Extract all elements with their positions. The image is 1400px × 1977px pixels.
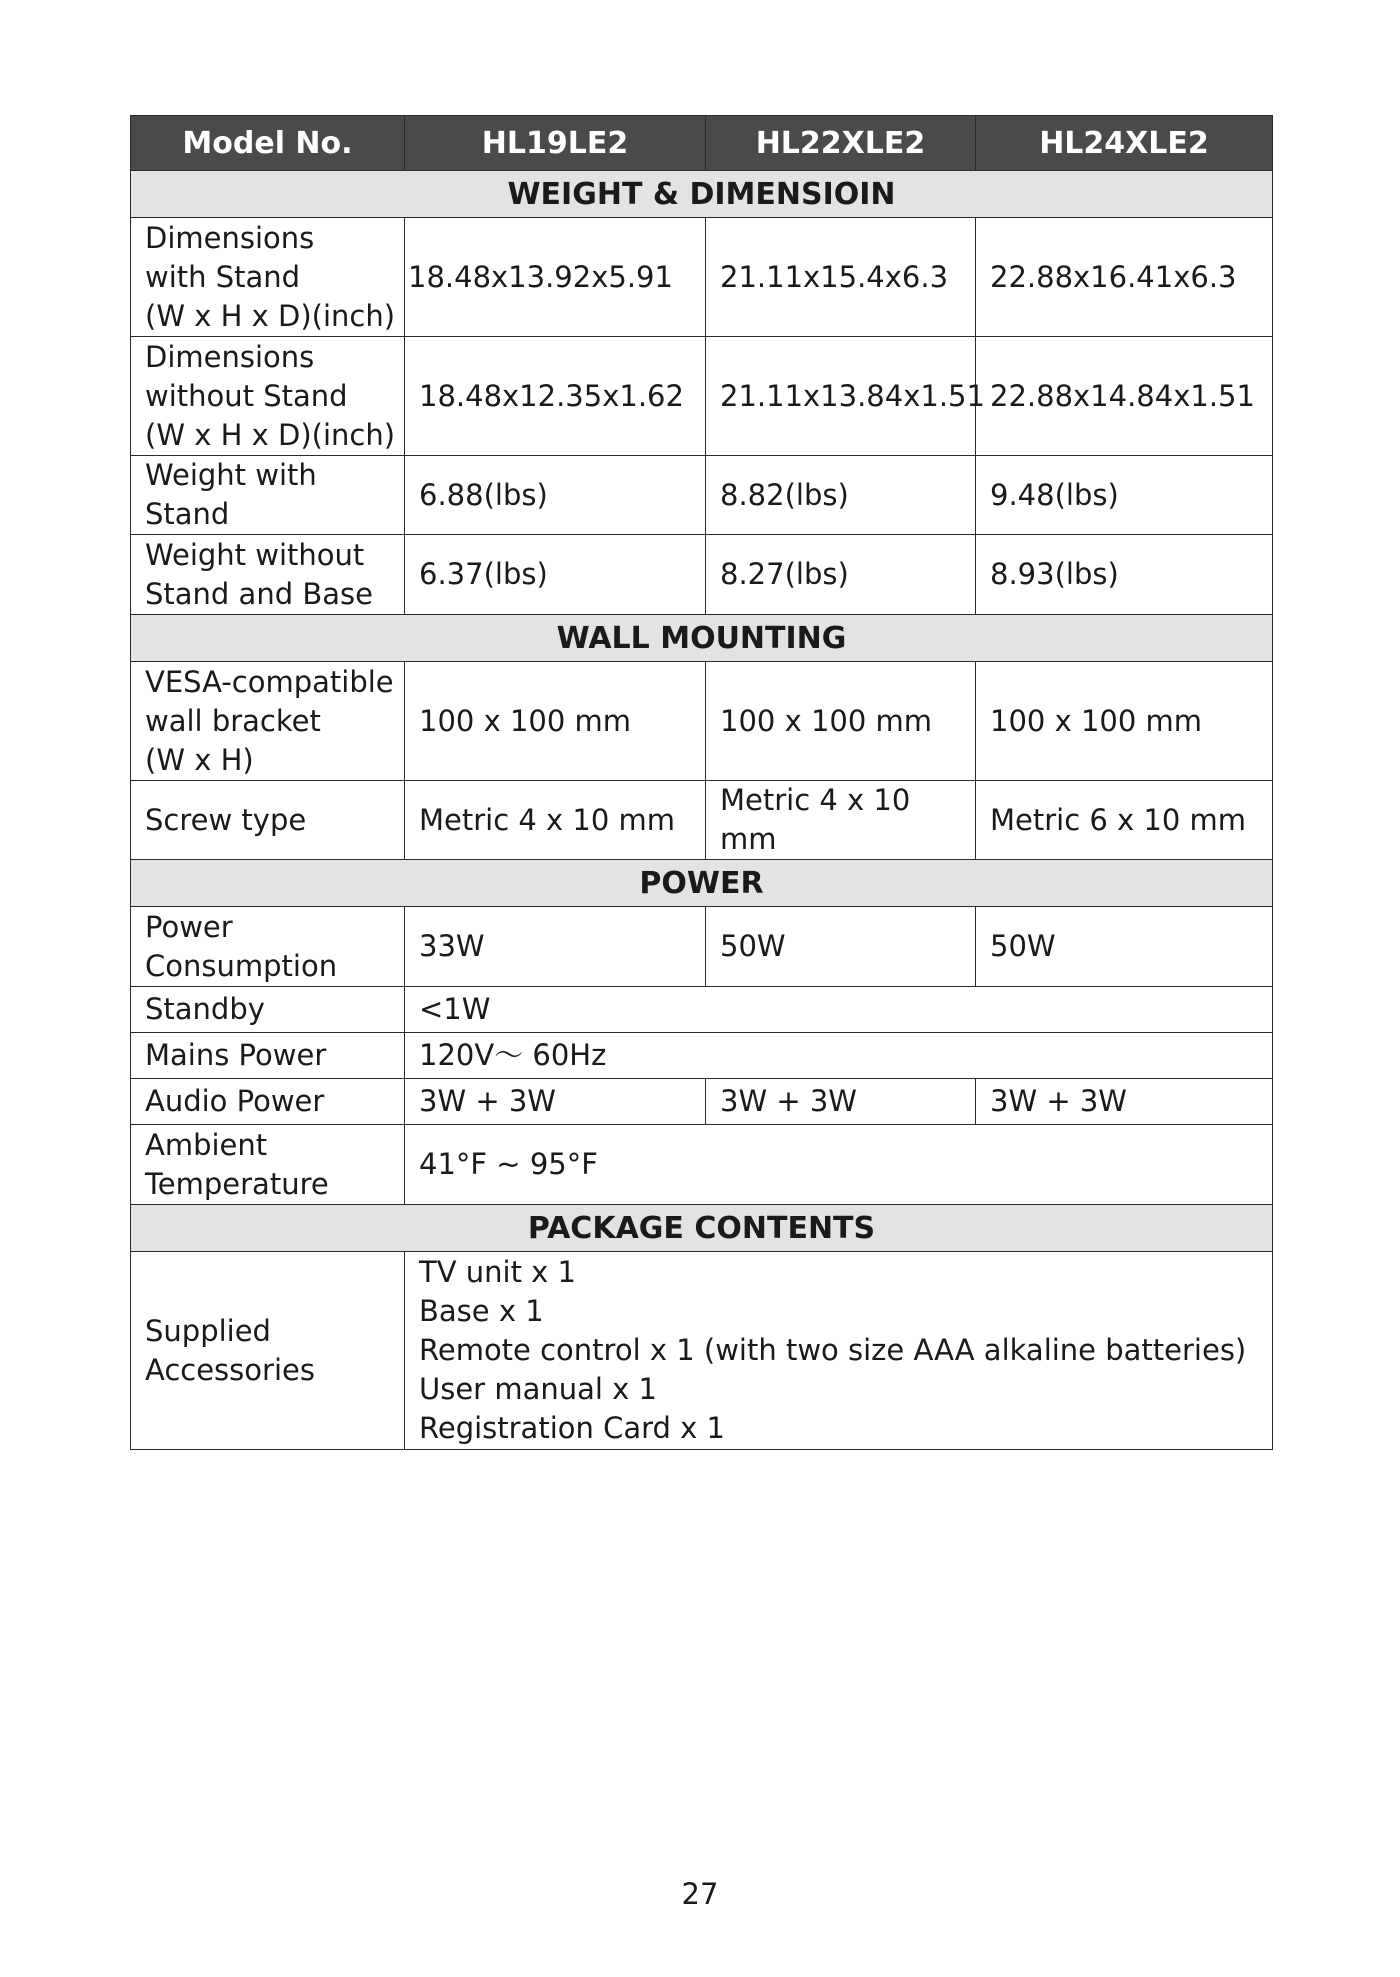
row-weight-with-stand: [131, 456, 1273, 535]
header-model-2: HL22XLE2: [706, 116, 976, 171]
row-dimensions-without-stand: [131, 337, 1273, 456]
cell-value: 6.37(lbs): [405, 535, 706, 615]
row-label: Weight without Stand and Base: [131, 535, 405, 615]
row-standby: [131, 987, 1273, 1033]
row-screw-type: [131, 781, 1273, 860]
cell-value: 3W + 3W: [706, 1079, 976, 1125]
list-item: TV unit x 1: [419, 1255, 577, 1289]
cell-value: Metric 4 x 10 mm: [706, 781, 976, 860]
row-label: Power Consumption: [131, 907, 405, 987]
cell-value: 3W + 3W: [405, 1079, 706, 1125]
row-power-consumption: [131, 907, 1273, 987]
row-label: Mains Power: [131, 1033, 405, 1079]
row-label: Standby: [131, 987, 405, 1033]
header-row: [131, 116, 1273, 171]
cell-value: 120V〜 60Hz: [405, 1033, 1273, 1079]
accessories-list: [405, 1252, 1273, 1450]
header-model-no: Model No.: [131, 116, 405, 171]
spec-table: [130, 115, 1273, 1450]
section-power: POWER: [131, 860, 1273, 907]
list-item: Remote control x 1 (with two size AAA alkaline batteries): [419, 1333, 1247, 1367]
row-supplied-accessories: [131, 1252, 1273, 1450]
cell-value: Metric 6 x 10 mm: [976, 781, 1273, 860]
cell-value: 8.82(lbs): [706, 456, 976, 535]
cell-value: 18.48x13.92x5.91: [405, 218, 706, 337]
cell-value: 22.88x16.41x6.3: [976, 218, 1273, 337]
section-package-contents: PACKAGE CONTENTS: [131, 1205, 1273, 1252]
list-item: Registration Card x 1: [419, 1411, 725, 1445]
cell-value: 100 x 100 mm: [976, 662, 1273, 781]
cell-value: 50W: [976, 907, 1273, 987]
row-dimensions-with-stand: [131, 218, 1273, 337]
cell-value: 8.27(lbs): [706, 535, 976, 615]
header-model-3: HL24XLE2: [976, 116, 1273, 171]
cell-value: 3W + 3W: [976, 1079, 1273, 1125]
cell-value: 50W: [706, 907, 976, 987]
row-label: VESA-compatible wall bracket (W x H): [131, 662, 405, 781]
row-label: Screw type: [131, 781, 405, 860]
row-mains-power: [131, 1033, 1273, 1079]
page-number: 27: [681, 1877, 719, 1911]
cell-value: 9.48(lbs): [976, 456, 1273, 535]
cell-value: 21.11x15.4x6.3: [706, 218, 976, 337]
row-audio-power: [131, 1079, 1273, 1125]
cell-value: Metric 4 x 10 mm: [405, 781, 706, 860]
row-label: Dimensions without Stand (W x H x D)(inch): [131, 337, 405, 456]
header-model-1: HL19LE2: [405, 116, 706, 171]
cell-value: 8.93(lbs): [976, 535, 1273, 615]
row-ambient-temperature: [131, 1125, 1273, 1205]
cell-value: 41°F ~ 95°F: [405, 1125, 1273, 1205]
cell-value: 100 x 100 mm: [405, 662, 706, 781]
cell-value: 18.48x12.35x1.62: [405, 337, 706, 456]
cell-value: 33W: [405, 907, 706, 987]
section-weight-dimension: WEIGHT & DIMENSIOIN: [131, 171, 1273, 218]
list-item: Base x 1: [419, 1294, 544, 1328]
cell-value: <1W: [405, 987, 1273, 1033]
row-label: Weight with Stand: [131, 456, 405, 535]
row-label: Dimensions with Stand (W x H x D)(inch): [131, 218, 405, 337]
section-wall-mounting: WALL MOUNTING: [131, 615, 1273, 662]
row-label: Audio Power: [131, 1079, 405, 1125]
list-item: User manual x 1: [419, 1372, 657, 1406]
cell-value: 6.88(lbs): [405, 456, 706, 535]
row-weight-without-stand: [131, 535, 1273, 615]
row-label: Supplied Accessories: [131, 1252, 405, 1450]
row-label: Ambient Temperature: [131, 1125, 405, 1205]
cell-value: 22.88x14.84x1.51: [976, 337, 1273, 456]
cell-value: 100 x 100 mm: [706, 662, 976, 781]
row-vesa: [131, 662, 1273, 781]
cell-value: 21.11x13.84x1.51: [706, 337, 976, 456]
